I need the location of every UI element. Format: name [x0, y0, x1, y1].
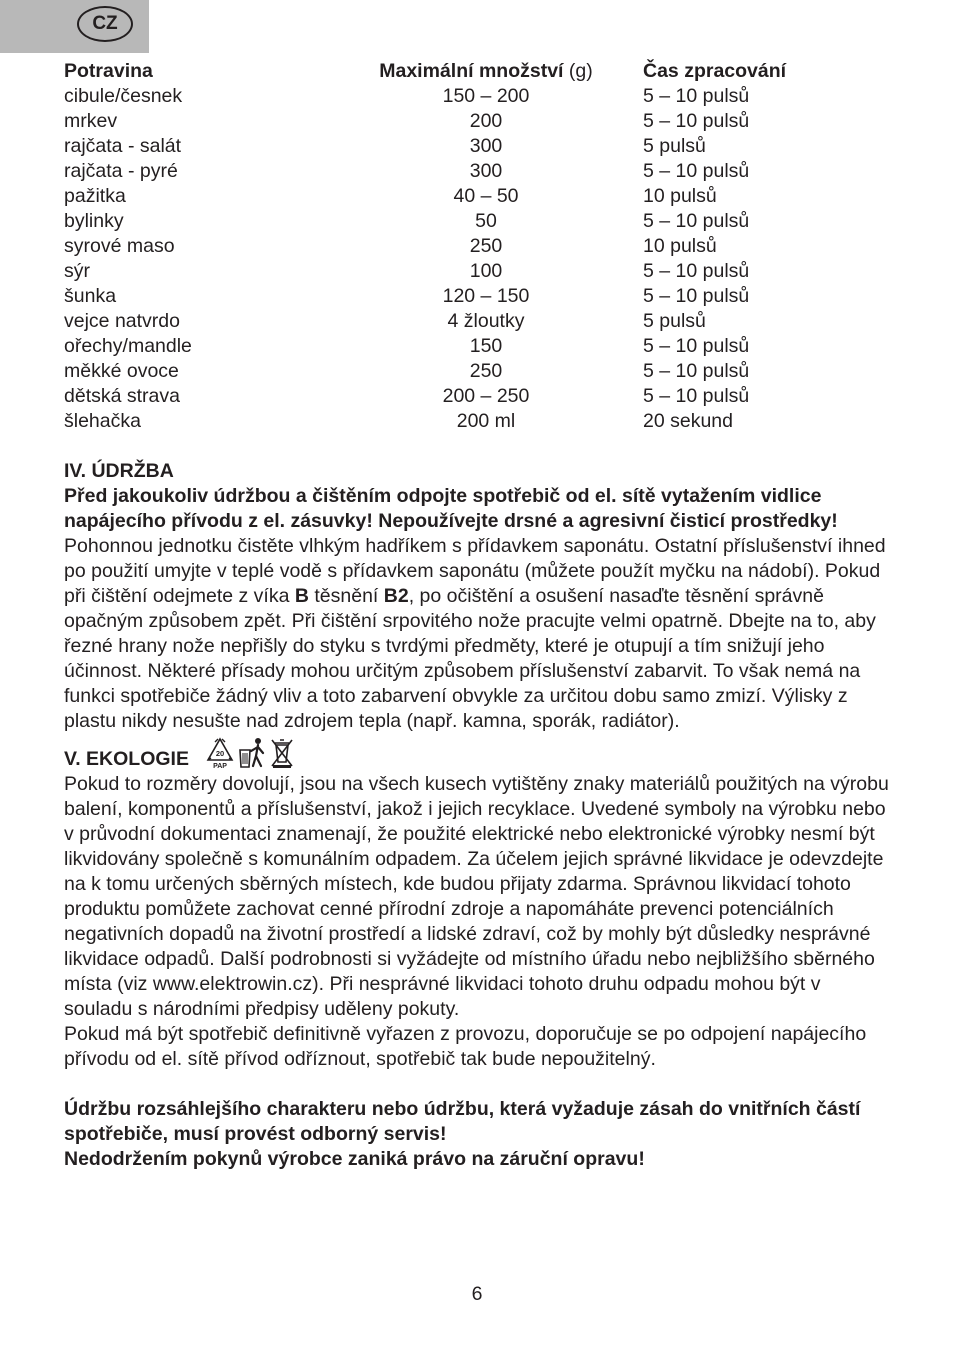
table-row — [64, 259, 804, 284]
page-content — [64, 59, 894, 1172]
cell-food: mrkev — [64, 110, 118, 132]
column-header-food: Potravina — [64, 60, 153, 82]
cell-food: měkké ovoce — [64, 360, 179, 382]
closing-note-warranty: Nedodržením pokynů výrobce zaniká právo na záruční opravu! — [64, 1148, 645, 1170]
cell-amount: 300 — [469, 135, 503, 157]
table-body — [64, 84, 804, 434]
cell-food: sýr — [64, 260, 90, 282]
table-row — [64, 409, 804, 434]
cell-food: šunka — [64, 285, 117, 307]
table-row — [64, 359, 804, 384]
cell-food: bylinky — [64, 210, 124, 232]
closing-note-service: Údržbu rozsáhlejšího charakteru nebo údržbu, která vyžaduje zásah do vnitřních částí spotřebiče, musí provést odborný servis! — [64, 1098, 861, 1145]
cell-amount: 100 — [469, 260, 503, 282]
cell-amount: 200 – 250 — [442, 385, 530, 407]
cell-amount: 200 — [469, 110, 503, 132]
cell-time: 20 sekund — [643, 410, 733, 432]
ecology-paragraph-2: Pokud má být spotřebič definitivně vyřazen z provozu, doporučuje se po odpojení napájecího přívodu od el. sítě přívod odříznout, spotřebič tak bude nepoužitelný. — [64, 1023, 867, 1070]
cell-food: pažitka — [64, 185, 126, 207]
table-row — [64, 184, 804, 209]
cell-time: 5 – 10 pulsů — [643, 260, 750, 282]
table-row — [64, 134, 804, 159]
cell-food: dětská strava — [64, 385, 180, 407]
tidyman-bin-icon — [237, 736, 267, 770]
cell-time: 5 pulsů — [643, 310, 706, 332]
column-header-amount: Maximální množství (g) — [379, 60, 593, 82]
maintenance-paragraph: Pohonnou jednotku čistěte vlhkým hadříkem s přídavkem saponátu. Ostatní příslušenství ihned po použití umyjte v teplé vodě s přídavkem saponátu (můžete použít myčku na nádobí). Pokud při čištění odejmete z víka B těsnění B2, po očištění a osušení nasaďte těsnění správně opačným způsobem zpět. Při čištění srpovitého nože pracujte velmi opatrně. Dbejte na to, aby řezné hrany nože nepřišly do styku s tvrdými předměty, které je otupují a tím snižují jeho účinnost. Některé přísady mohou určitým způsobem příslušenství zabarvit. To však nemá na funkci spotřebiče žádný vliv a toto zabarvení obvykle za určitou dobu samo zmizí. Výlisky z plastu nikdy nesušte nad zdrojem tepla (např. kamna, sporák, radiátor). — [64, 535, 886, 732]
maintenance-warning: Před jakoukoliv údržbou a čištěním odpojte spotřebič od el. sítě vytažením vidlice napájecího přívodu z el. zásuvky! Nepoužívejte drsné a agresivní čisticí prostředky! — [64, 485, 838, 532]
cell-food: syrové maso — [64, 235, 175, 257]
page-number: 6 — [471, 1283, 483, 1305]
svg-text:PAP: PAP — [213, 763, 227, 770]
cell-amount: 250 — [469, 235, 503, 257]
table-row — [64, 384, 804, 409]
cell-time: 5 – 10 pulsů — [643, 110, 750, 132]
table-row — [64, 109, 804, 134]
table-row — [64, 209, 804, 234]
ecology-title: V. EKOLOGIE — [64, 748, 189, 770]
cell-amount: 200 ml — [456, 410, 516, 432]
table-row — [64, 84, 804, 109]
cell-time: 10 pulsů — [643, 185, 717, 207]
cell-time: 5 – 10 pulsů — [643, 385, 750, 407]
ecology-heading — [64, 734, 894, 772]
cell-time: 5 – 10 pulsů — [643, 335, 750, 357]
table-row — [64, 284, 804, 309]
cell-time: 5 – 10 pulsů — [643, 360, 750, 382]
table-row — [64, 159, 804, 184]
table-row — [64, 334, 804, 359]
maintenance-title: IV. ÚDRŽBA — [64, 460, 174, 482]
cell-time: 5 pulsů — [643, 135, 706, 157]
svg-text:20: 20 — [215, 749, 225, 758]
language-badge: CZ — [77, 6, 133, 42]
cell-food: ořechy/mandle — [64, 335, 192, 357]
cell-time: 10 pulsů — [643, 235, 717, 257]
cell-time: 5 – 10 pulsů — [643, 210, 750, 232]
paper-recycling-icon — [205, 736, 235, 770]
cell-amount: 4 žloutky — [447, 310, 525, 332]
cell-food: rajčata - salát — [64, 135, 182, 157]
cell-amount: 150 – 200 — [442, 85, 530, 107]
ecology-paragraph-1: Pokud to rozměry dovolují, jsou na všech kusech vytištěny znaky materiálů použitých na výrobu balení, komponentů a příslušenství, jakož i jejich recyklace. Uvedené symboly na výrobku nebo v průvodní dokumentaci znamenají, že použité elektrické nebo elektronické výrobky nesmí být likvidovány společně s komunálním odpadem. Za účelem jejich správné likvidace je odevzdejte na k tomu určených sběrných místech, kde budou přijaty zdarma. Správnou likvidací tohoto produktu pomůžete zachovat cenné přírodní zdroje a napomáháte prevenci potenciálních negativních dopadů na životní prostředí a lidské zdraví, což by mohly být důsledky nesprávné likvidace odpadů. Další podrobnosti si vyžádejte od místního úřadu nebo nejbližšího sběrného místa (viz www.elektrowin.cz). Při nesprávné likvidaci tohoto druhu odpadu mohou být v souladu s národními předpisy uděleny pokuty. — [64, 773, 889, 1020]
crossed-out-bin-icon — [269, 736, 295, 770]
cell-amount: 250 — [469, 360, 503, 382]
cell-food: šlehačka — [64, 410, 141, 432]
cell-time: 5 – 10 pulsů — [643, 160, 750, 182]
cell-amount: 300 — [469, 160, 503, 182]
table-row — [64, 309, 804, 334]
cell-amount: 120 – 150 — [442, 285, 530, 307]
ecology-icons — [205, 736, 295, 770]
food-processing-table — [64, 59, 804, 434]
table-row — [64, 234, 804, 259]
language-tab — [0, 0, 149, 53]
cell-food: vejce natvrdo — [64, 310, 180, 332]
cell-food: rajčata - pyré — [64, 160, 178, 182]
cell-amount: 150 — [469, 335, 503, 357]
cell-amount: 40 – 50 — [453, 185, 519, 207]
cell-time: 5 – 10 pulsů — [643, 285, 750, 307]
column-header-time: Čas zpracování — [643, 60, 787, 82]
cell-time: 5 – 10 pulsů — [643, 85, 750, 107]
cell-food: cibule/česnek — [64, 85, 183, 107]
cell-amount: 50 — [475, 210, 497, 232]
table-header-row — [64, 59, 804, 84]
